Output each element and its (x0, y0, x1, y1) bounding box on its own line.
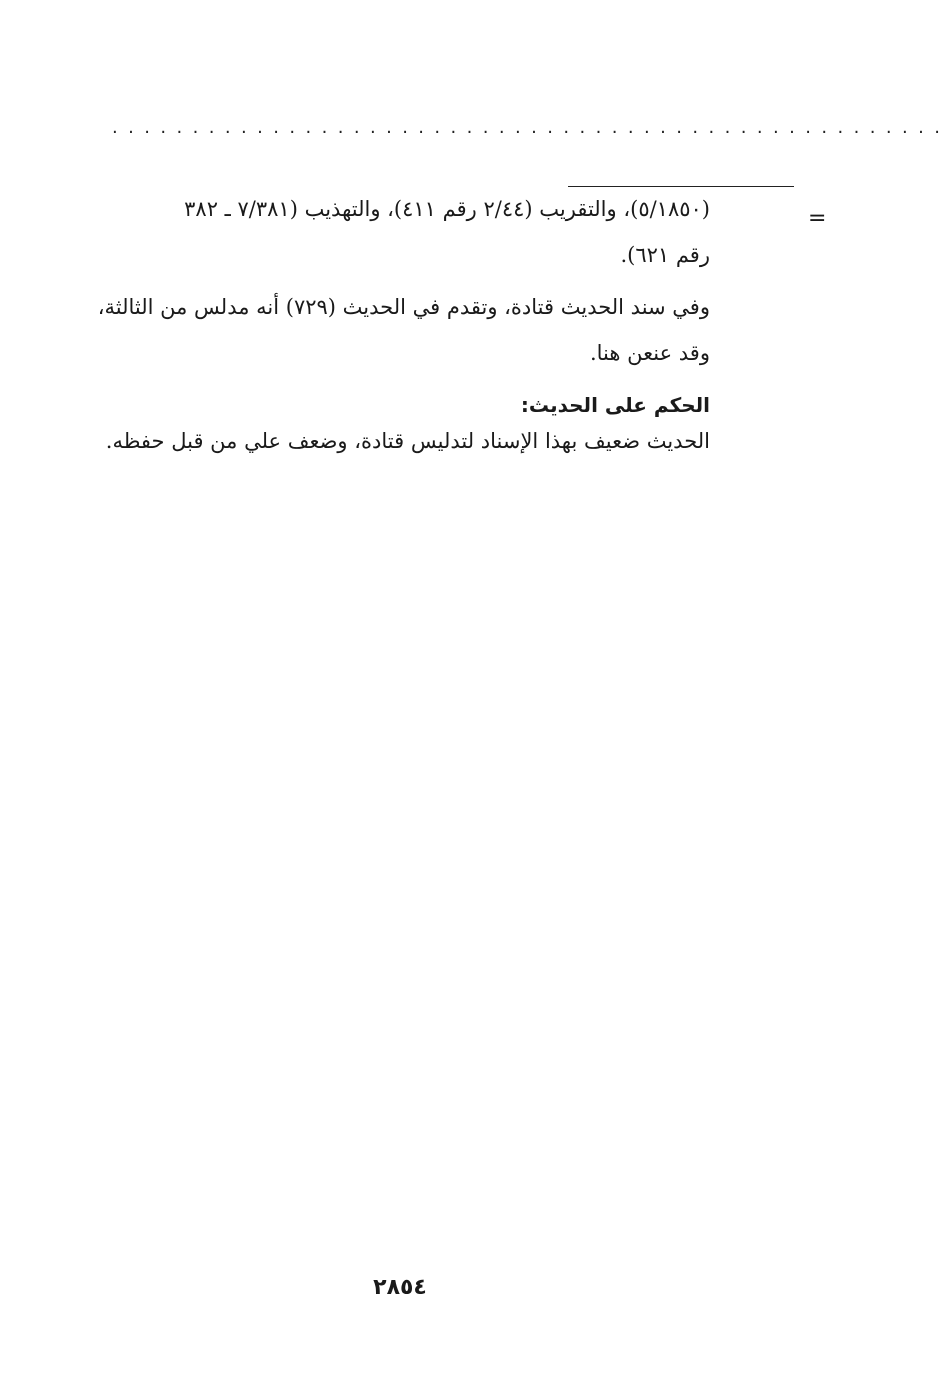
footnote-line-3: وفي سند الحديث قتادة، وتقدم في الحديث (٧٢٩) أنه مدلس من الثالثة، (97, 295, 710, 319)
ruling-text: الحديث ضعيف بهذا الإسناد لتدليس قتادة، وضعف علي من قبل حفظه. (105, 429, 710, 453)
footnote-text (94, 186, 710, 278)
footnote-line-1: (٥/١٨٥٠)، والتقريب (٢/٤٤ رقم ٤١١)، والتهذيب (٧/٣٨١ ـ ٣٨٢ (184, 197, 710, 221)
page-number: ٢٨٥٤ (373, 1275, 427, 1300)
footnote-note (94, 284, 710, 376)
ruling-heading: الحكم على الحديث: (520, 393, 710, 417)
footnote-line-4: وقد عنعن هنا. (589, 341, 710, 365)
footnote-line-2: رقم ٦٢١). (620, 243, 710, 267)
continuation-mark: = (808, 206, 827, 231)
dotted-separator: .................................................... (112, 117, 950, 138)
